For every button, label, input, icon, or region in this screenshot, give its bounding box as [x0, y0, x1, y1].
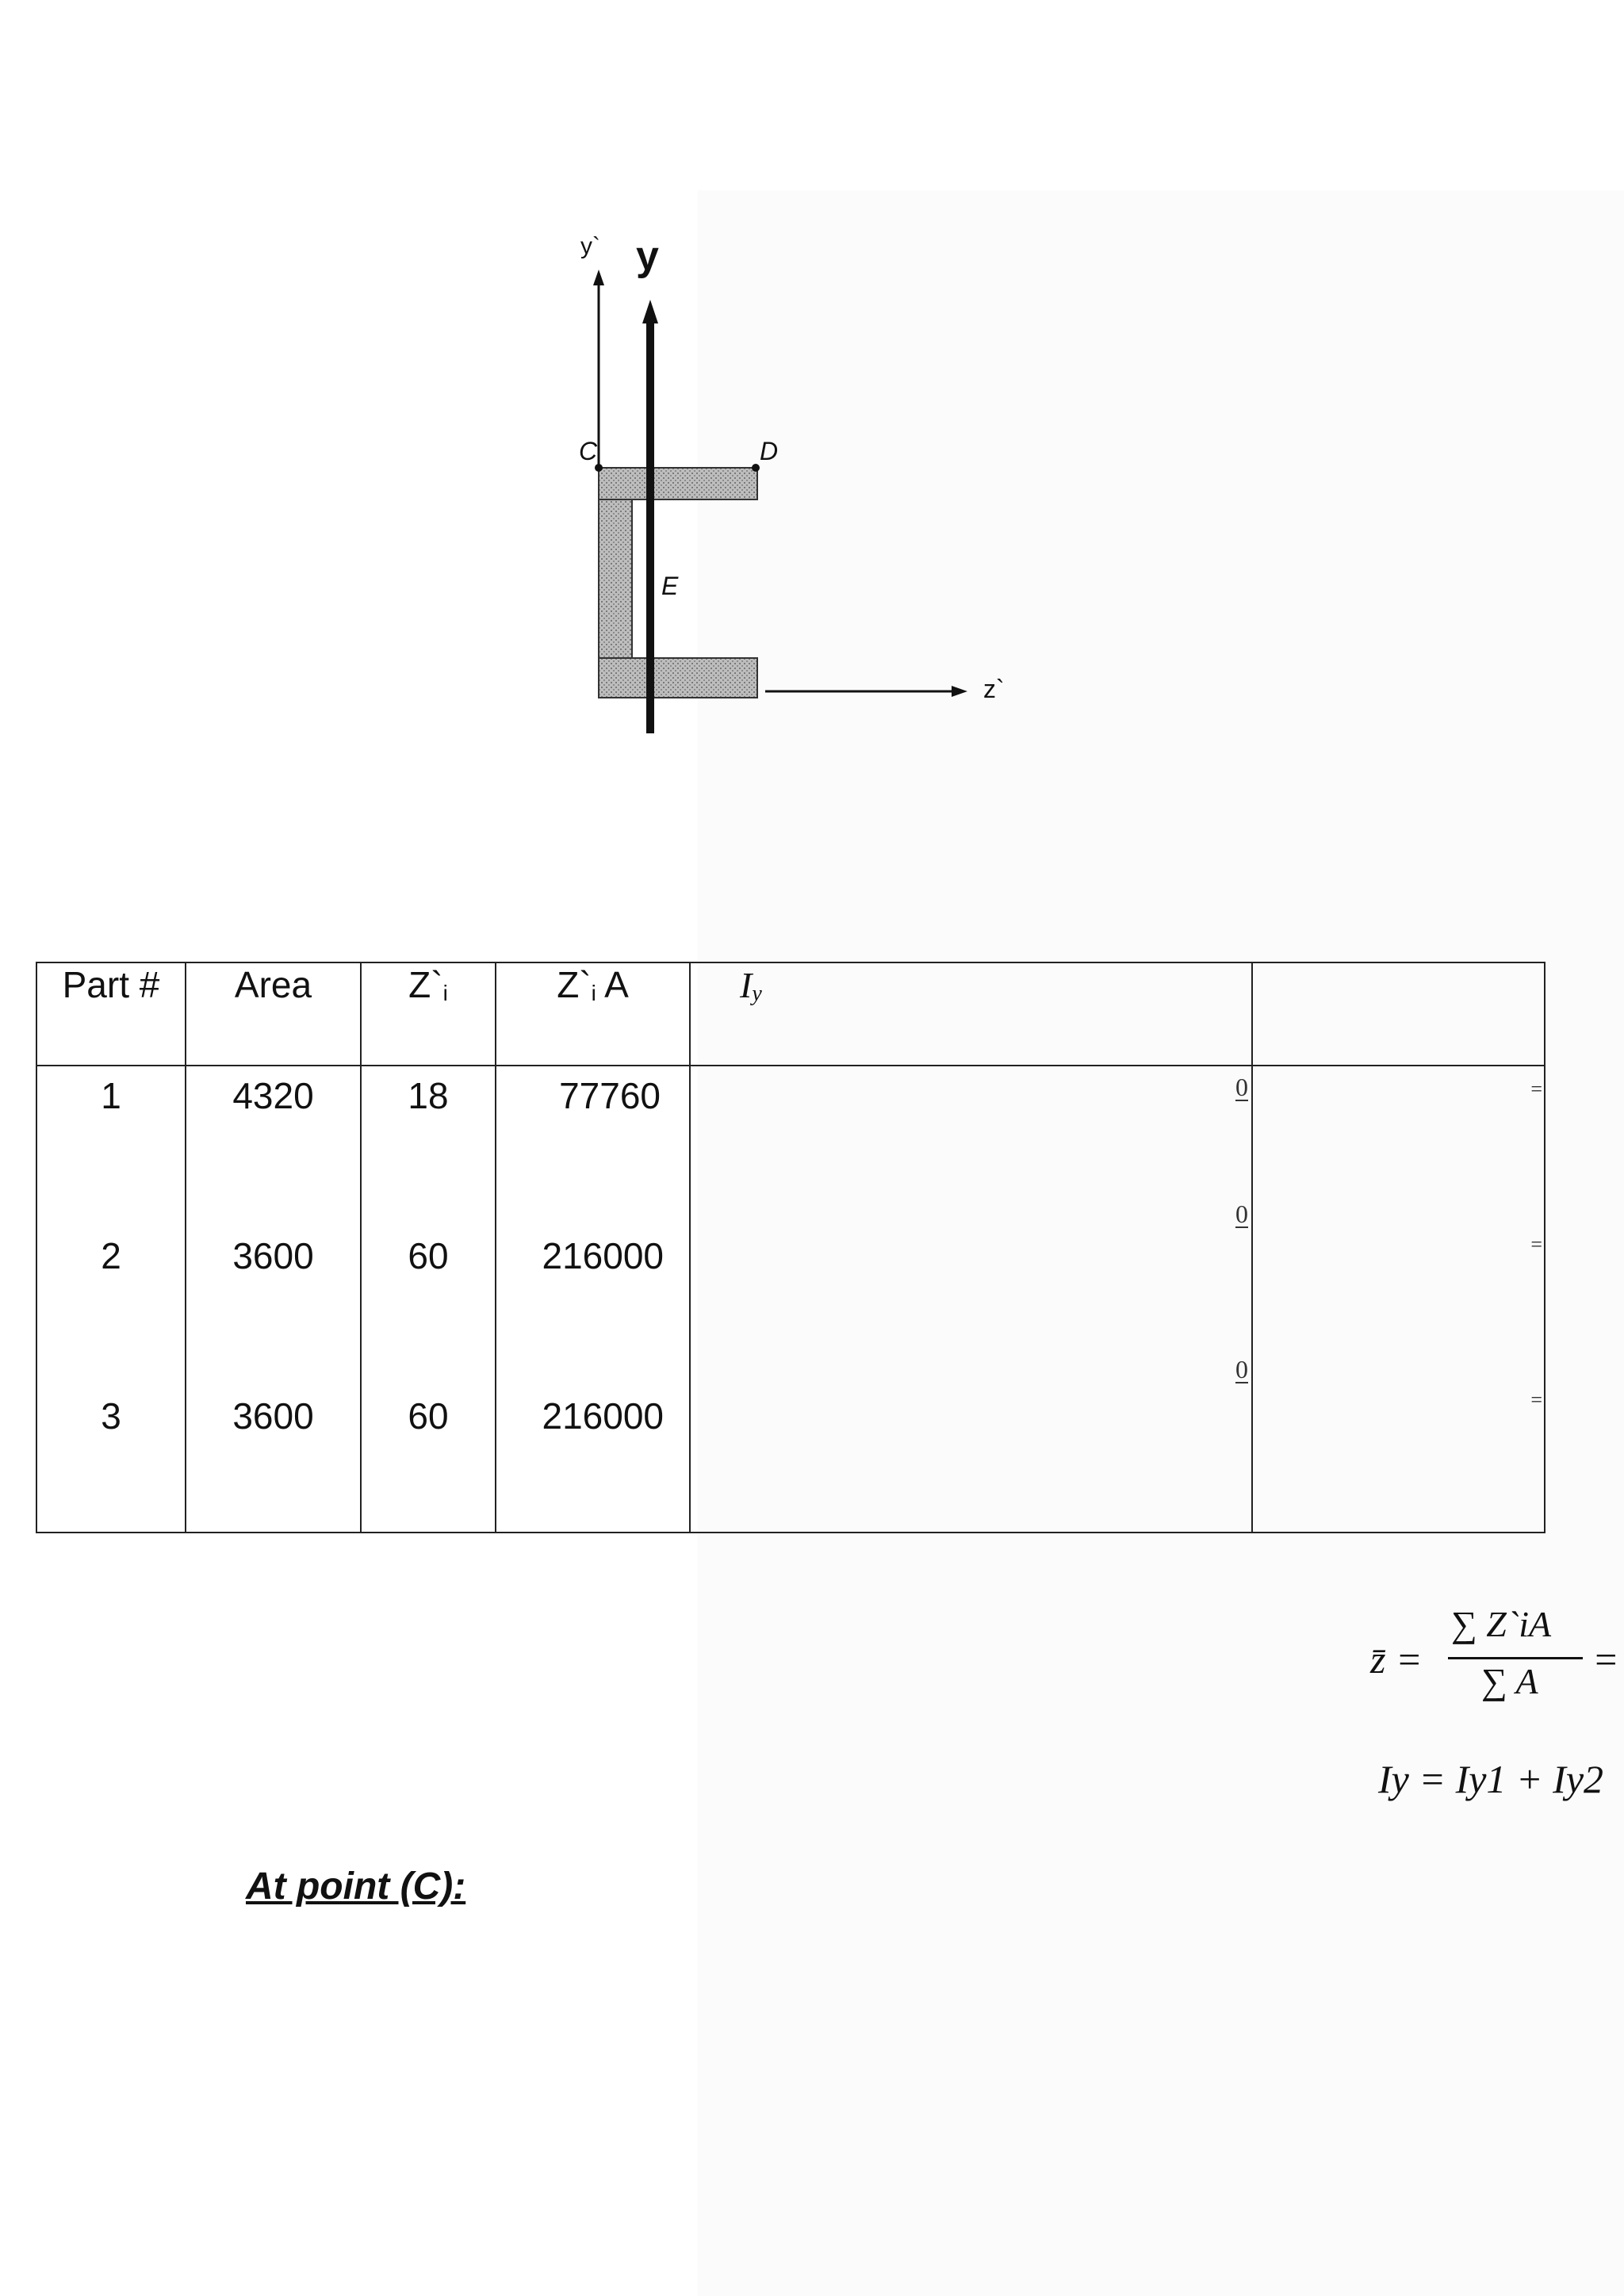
- moment-of-inertia-formula: Iy = Iy1 + Iy2: [1378, 1757, 1604, 1801]
- cut-marker-3: 0: [1235, 1355, 1248, 1383]
- eq-marker-3: =: [1530, 1388, 1542, 1411]
- area-2: 3600: [232, 1235, 314, 1276]
- part-3: 3: [101, 1395, 121, 1437]
- z-prime-label: z`: [983, 675, 1005, 703]
- header-area: Area: [186, 962, 361, 1066]
- zia-column: [496, 1066, 690, 1533]
- area-column: [186, 1066, 361, 1533]
- zia-1: 77760: [559, 1075, 661, 1116]
- zi-3: 60: [408, 1395, 449, 1437]
- zi-2: 60: [408, 1235, 449, 1276]
- zi-1: 18: [408, 1075, 449, 1116]
- zbar-lhs: z̄ =: [1370, 1637, 1423, 1682]
- channel-top-flange: [599, 468, 757, 499]
- result-column: [1252, 1066, 1545, 1533]
- part-2: 2: [101, 1235, 121, 1276]
- point-e-label: E: [661, 572, 679, 600]
- y-arrow-icon: [642, 300, 658, 323]
- header-part: Part #: [36, 962, 186, 1066]
- point-d-label: D: [760, 437, 779, 465]
- part-column: [36, 1066, 186, 1533]
- cut-marker-1: 0: [1235, 1073, 1248, 1101]
- at-point-c-heading: At point (C):: [246, 1866, 466, 1908]
- iy-column: [690, 1066, 1252, 1533]
- header-blank: [1252, 962, 1545, 1066]
- centroid-formula: [1370, 1604, 1624, 1712]
- part-1: 1: [101, 1075, 121, 1116]
- channel-section-figure: [539, 206, 1078, 761]
- zia-3: 216000: [542, 1395, 664, 1437]
- eq-marker-1: =: [1530, 1077, 1542, 1100]
- header-zi: Z`i: [361, 962, 496, 1066]
- area-3: 3600: [232, 1395, 314, 1437]
- point-c-label: C: [579, 437, 598, 465]
- fraction-line: [1448, 1657, 1583, 1659]
- eq-marker-2: =: [1530, 1233, 1542, 1256]
- header-zia: Z`i A: [496, 962, 690, 1066]
- zi-column: [361, 1066, 496, 1533]
- point-d-dot: [752, 464, 760, 472]
- cut-marker-2: 0: [1235, 1200, 1248, 1228]
- table-header-row: [36, 962, 1545, 1066]
- table-body-row: [36, 1066, 1545, 1533]
- y-prime-label: y`: [580, 233, 600, 259]
- zbar-numerator: ∑ Z`iA: [1451, 1604, 1552, 1644]
- y-prime-arrow-icon: [593, 270, 604, 285]
- channel-bottom-flange: [599, 658, 757, 698]
- zbar-denominator: ∑ A: [1481, 1661, 1538, 1701]
- y-label: y: [636, 233, 659, 279]
- section-properties-table: [36, 962, 1545, 1533]
- area-1: 4320: [232, 1075, 314, 1116]
- zia-2: 216000: [542, 1235, 664, 1276]
- z-prime-arrow-icon: [952, 686, 967, 697]
- header-iy: Iy: [690, 962, 1252, 1066]
- zbar-equals: =: [1592, 1637, 1619, 1682]
